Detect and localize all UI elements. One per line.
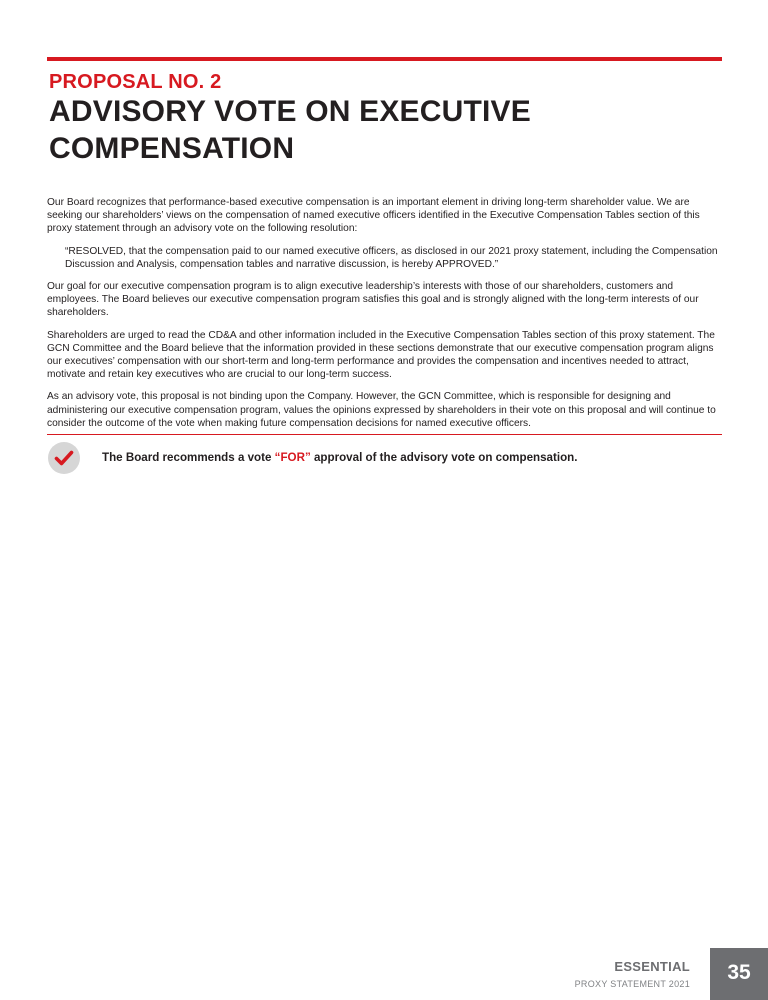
paragraph-goal: Our goal for our executive compensation program is to align executive leadership’s interests with those of our shareholders, customers and employees. The Board believes our executive compensation program satisfies this goal and is strongly aligned with the long-term interests of our shareholders.	[47, 281, 699, 319]
page-title: ADVISORY VOTE ON EXECUTIVE COMPENSATION	[49, 95, 531, 165]
page-number: 35	[710, 948, 768, 1000]
proposal-label: PROPOSAL NO. 2	[49, 71, 222, 93]
recommendation-prefix: The Board recommends a vote	[102, 451, 275, 464]
top-divider	[47, 57, 722, 61]
body-text	[47, 196, 723, 439]
recommendation-suffix: approval of the advisory vote on compensation.	[310, 451, 578, 464]
paragraph-cda: Shareholders are urged to read the CD&A and other information included in the Executive Compensation Tables section of this proxy statement. The GCN Committee and the Board believe that the information provided in these sections demonstrate that our executive compensation program aligns our executives’ compensation with our short-term and long-term performance and provides the compensation and incentives needed to attract, motivate and retain key executives who are crucial to our long-term success.	[47, 329, 715, 381]
footer-document-title: PROXY STATEMENT 2021	[574, 979, 690, 989]
paragraph-resolution: “RESOLVED, that the compensation paid to our named executive officers, as disclosed in our 2021 proxy statement, including the Compensation Discussion and Analysis, compensation tables and narrative discussion, is hereby APPROVED.”	[65, 245, 718, 270]
vote-for-label: “FOR”	[274, 451, 311, 464]
paragraph-intro: Our Board recognizes that performance-based executive compensation is an important element in driving long-term shareholder value. We are seeking our shareholders’ views on the compensation of named executive officers identified in the Executive Compensation Tables section of this proxy statement through an advisory vote on the following resolution:	[47, 197, 700, 235]
footer-brand: ESSENTIAL	[614, 959, 690, 974]
section-divider	[47, 434, 722, 435]
checkmark-icon	[48, 442, 80, 474]
board-recommendation	[102, 451, 577, 464]
paragraph-advisory: As an advisory vote, this proposal is not binding upon the Company. However, the GCN Committee, which is responsible for designing and administering our executive compensation program, values the opinions expressed by shareholders in their vote on this proposal and will continue to consider the outcome of the vote when making future compensation decisions for named executive officers.	[47, 391, 716, 429]
